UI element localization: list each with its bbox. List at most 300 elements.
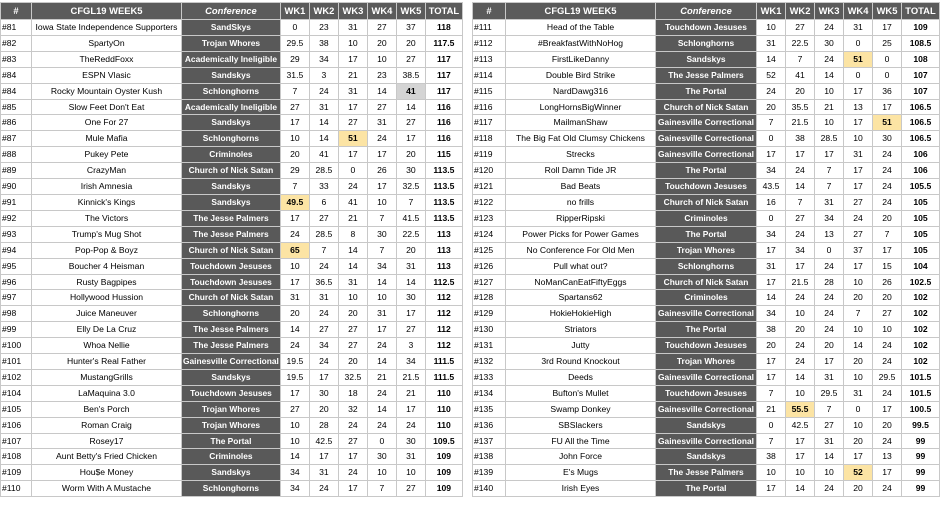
total-cell: 109 [902,20,940,36]
wk5-score-cell: 27 [396,51,425,67]
team-name-cell: Roman Craig [32,417,182,433]
wk4-score-cell: 17 [367,322,396,338]
wk5-score-cell: 20 [873,417,902,433]
wk5-score-cell: 24 [873,194,902,210]
total-cell: 105 [902,210,940,226]
wk5-score-cell: 17 [873,242,902,258]
wk3-score-cell: 17 [338,51,367,67]
wk2-score-cell: 31 [309,290,338,306]
total-cell: 117 [425,51,462,67]
conference-header: Conference [656,3,757,20]
wk3-score-cell: 24 [338,179,367,195]
wk5-score-cell: 38.5 [396,67,425,83]
rank-cell: #112 [473,35,506,51]
wk3-score-cell: 17 [815,147,844,163]
team-name-cell: Irish Amnesia [32,179,182,195]
wk5-score-cell: 37 [396,20,425,36]
conference-cell: Touchdown Jesuses [656,338,757,354]
wk1-score-cell: 0 [280,20,309,36]
rank-cell: #140 [473,481,506,497]
wk1-header: WK1 [757,3,786,20]
table-row [473,290,940,306]
wk4-score-cell: 10 [844,274,873,290]
table-row [473,35,940,51]
total-cell: 110 [425,417,462,433]
wk1-score-cell: 14 [757,51,786,67]
conference-cell: Touchdown Jesuses [182,258,281,274]
rank-cell: #125 [473,242,506,258]
wk3-score-cell: 21 [338,67,367,83]
team-name-cell: Striators [506,322,656,338]
wk2-score-cell: 27 [786,20,815,36]
wk5-score-cell: 0 [873,51,902,67]
wk3-header: WK3 [338,3,367,20]
wk1-score-cell: 10 [280,258,309,274]
wk5-score-cell: 27 [396,322,425,338]
conference-cell: Criminoles [656,290,757,306]
team-name-cell: Swamp Donkey [506,401,656,417]
conference-cell: Trojan Whores [182,35,281,51]
total-cell: 100.5 [902,401,940,417]
wk5-score-cell: 20 [396,35,425,51]
wk2-score-cell: 34 [309,338,338,354]
conference-cell: Church of Nick Satan [182,163,281,179]
conference-cell: Gainesville Correctional [656,401,757,417]
wk4-score-cell: 27 [367,20,396,36]
table-row [473,322,940,338]
rank-cell: #105 [1,401,32,417]
wk5-score-cell: 7 [396,194,425,210]
wk1-score-cell: 7 [757,385,786,401]
total-cell: 111.5 [425,369,462,385]
wk1-score-cell: 10 [757,465,786,481]
rank-cell: #118 [473,131,506,147]
wk5-score-cell: 27 [396,115,425,131]
total-cell: 113.5 [425,194,462,210]
wk1-score-cell: 17 [280,210,309,226]
total-cell: 117.5 [425,35,462,51]
team-name-cell: TheReddFoxx [32,51,182,67]
wk4-score-cell: 17 [844,83,873,99]
total-cell: 112 [425,290,462,306]
total-cell: 113.5 [425,179,462,195]
wk3-score-cell: 17 [338,99,367,115]
wk1-score-cell: 10 [280,433,309,449]
wk2-score-cell: 24 [786,338,815,354]
wk5-score-cell: 13 [873,449,902,465]
wk2-score-cell: 41 [786,67,815,83]
table-row [1,306,463,322]
team-header: CFGL19 WEEK5 [506,3,656,20]
wk1-score-cell: 10 [757,20,786,36]
team-name-cell: LaMaquina 3.0 [32,385,182,401]
wk4-score-cell: 10 [844,322,873,338]
wk3-score-cell: 7 [815,401,844,417]
conference-cell: Sandskys [656,417,757,433]
wk5-score-cell: 17 [396,306,425,322]
team-name-cell: Juice Maneuver [32,306,182,322]
wk3-score-cell: 27 [338,115,367,131]
table-row [473,226,940,242]
rank-cell: #84 [1,67,32,83]
wk3-score-cell: 17 [338,449,367,465]
wk1-score-cell: 29 [280,51,309,67]
rank-cell: #114 [473,67,506,83]
table-row [473,147,940,163]
wk3-score-cell: 10 [815,465,844,481]
table-row [473,163,940,179]
team-name-cell: E's Mugs [506,465,656,481]
total-cell: 112.5 [425,274,462,290]
conference-cell: Gainesville Correctional [656,369,757,385]
wk2-score-cell: 6 [309,194,338,210]
wk4-score-cell: 10 [367,51,396,67]
wk5-score-cell: 20 [873,210,902,226]
team-name-cell: #BreakfastWithNoHog [506,35,656,51]
wk1-score-cell: 31.5 [280,67,309,83]
wk2-score-cell: 38 [786,131,815,147]
wk4-score-cell: 24 [844,210,873,226]
wk2-score-cell: 17 [786,433,815,449]
wk4-score-cell: 37 [844,242,873,258]
wk5-score-cell: 41.5 [396,210,425,226]
rank-cell: #121 [473,179,506,195]
wk3-score-cell: 32.5 [338,369,367,385]
rank-cell: #117 [473,115,506,131]
wk5-header: WK5 [873,3,902,20]
wk5-score-cell: 24 [873,163,902,179]
team-name-cell: Mule Mafia [32,131,182,147]
total-cell: 113 [425,258,462,274]
rank-cell: #110 [1,481,32,497]
team-name-cell: HokieHokieHigh [506,306,656,322]
conference-cell: Church of Nick Satan [656,274,757,290]
conference-cell: The Jesse Palmers [182,210,281,226]
wk2-score-cell: 17 [786,258,815,274]
table-row [473,115,940,131]
wk1-score-cell: 14 [280,449,309,465]
wk5-score-cell: 24 [873,179,902,195]
wk1-score-cell: 65 [280,242,309,258]
rank-cell: #134 [473,385,506,401]
wk3-score-cell: 31 [338,83,367,99]
wk4-score-cell: 23 [367,67,396,83]
wk5-score-cell: 7 [873,226,902,242]
conference-cell: Trojan Whores [182,401,281,417]
wk2-score-cell: 41 [309,147,338,163]
header-row [1,3,463,20]
conference-cell: Sandskys [656,449,757,465]
wk1-score-cell: 7 [757,433,786,449]
wk4-score-cell: 26 [367,163,396,179]
conference-cell: Gainesville Correctional [656,147,757,163]
conference-cell: Schlonghorns [656,258,757,274]
wk3-score-cell: 51 [338,131,367,147]
wk3-score-cell: 34 [815,210,844,226]
table-row [473,481,940,497]
wk5-score-cell: 29.5 [873,369,902,385]
conference-cell: The Jesse Palmers [182,226,281,242]
wk4-score-cell: 31 [367,115,396,131]
table-row [1,481,463,497]
total-cell: 107 [902,83,940,99]
wk4-score-cell: 34 [367,258,396,274]
rank-cell: #100 [1,338,32,354]
wk3-score-cell: 24 [338,465,367,481]
wk1-score-cell: 17 [757,242,786,258]
wk4-score-cell: 52 [844,465,873,481]
wk2-score-cell: 14 [309,115,338,131]
table-row [1,322,463,338]
wk5-score-cell: 24 [873,147,902,163]
wk2-score-cell: 34 [786,242,815,258]
wk1-score-cell: 20 [280,306,309,322]
wk5-score-cell: 17 [873,465,902,481]
table-row [473,465,940,481]
wk3-score-cell: 24 [815,306,844,322]
team-name-cell: Rusty Bagpipes [32,274,182,290]
wk1-score-cell: 38 [757,322,786,338]
wk3-score-cell: 14 [338,242,367,258]
wk1-score-cell: 27 [280,401,309,417]
table-row [473,449,940,465]
wk3-score-cell: 27 [338,433,367,449]
total-cell: 99 [902,449,940,465]
total-cell: 110 [425,401,462,417]
total-cell: 106.5 [902,115,940,131]
total-header: TOTAL [425,3,462,20]
wk4-score-cell: 17 [844,163,873,179]
table-row [1,449,463,465]
team-name-cell: One For 27 [32,115,182,131]
wk1-score-cell: 7 [280,179,309,195]
team-name-cell: Pull what out? [506,258,656,274]
table-row [473,242,940,258]
table-row [473,20,940,36]
wk3-score-cell: 8 [338,226,367,242]
wk5-score-cell: 36 [873,83,902,99]
rank-cell: #111 [473,20,506,36]
team-name-cell: Rocky Mountain Oyster Kush [32,83,182,99]
wk3-score-cell: 28 [815,274,844,290]
conference-cell: The Jesse Palmers [656,67,757,83]
team-name-cell: Roll Damn Tide JR [506,163,656,179]
wk5-score-cell: 27 [396,481,425,497]
table-row [1,226,463,242]
wk2-header: WK2 [309,3,338,20]
rank-cell: #120 [473,163,506,179]
total-cell: 113.5 [425,210,462,226]
total-cell: 101.5 [902,385,940,401]
team-name-cell: Hou$e Money [32,465,182,481]
conference-cell: Gainesville Correctional [182,354,281,370]
team-name-cell: no frills [506,194,656,210]
conference-cell: Schlonghorns [656,35,757,51]
table-row [473,51,940,67]
team-name-cell: Aunt Betty's Fried Chicken [32,449,182,465]
wk1-score-cell: 10 [280,131,309,147]
wk4-score-cell: 17 [844,179,873,195]
conference-cell: Schlonghorns [182,83,281,99]
wk4-score-cell: 0 [844,67,873,83]
wk1-score-cell: 17 [280,385,309,401]
wk5-score-cell: 24 [873,433,902,449]
conference-cell: The Portal [656,83,757,99]
team-name-cell: Worm With A Mustache [32,481,182,497]
rank-cell: #83 [1,51,32,67]
wk3-score-cell: 21 [338,210,367,226]
rank-cell: #89 [1,163,32,179]
wk4-score-cell: 14 [844,338,873,354]
team-name-cell: 3rd Round Knockout [506,354,656,370]
wk1-score-cell: 19.5 [280,369,309,385]
rank-cell: #137 [473,433,506,449]
table-row [473,369,940,385]
wk4-score-cell: 17 [844,115,873,131]
wk4-score-cell: 14 [367,83,396,99]
total-cell: 108.5 [902,35,940,51]
wk1-score-cell: 0 [757,210,786,226]
wk3-score-cell: 10 [815,115,844,131]
team-name-cell: FU All the Time [506,433,656,449]
rank-header: # [1,3,32,20]
table-row [473,401,940,417]
team-name-cell: The Victors [32,210,182,226]
wk1-score-cell: 14 [757,290,786,306]
wk1-score-cell: 49.5 [280,194,309,210]
wk1-score-cell: 17 [757,354,786,370]
table-row [1,210,463,226]
total-cell: 106 [902,163,940,179]
wk2-score-cell: 17 [786,449,815,465]
wk3-score-cell: 31 [338,274,367,290]
wk2-score-cell: 27 [786,210,815,226]
wk5-score-cell: 14 [396,99,425,115]
wk3-score-cell: 7 [815,163,844,179]
conference-cell: Sandskys [182,179,281,195]
table-row [1,83,463,99]
conference-cell: The Portal [656,322,757,338]
team-name-cell: NoManCanEatFiftyEggs [506,274,656,290]
wk1-score-cell: 17 [757,369,786,385]
wk1-score-cell: 19.5 [280,354,309,370]
wk1-score-cell: 0 [757,417,786,433]
wk2-score-cell: 34 [309,51,338,67]
wk2-score-cell: 22.5 [786,35,815,51]
total-cell: 112 [425,306,462,322]
conference-cell: Schlonghorns [182,306,281,322]
wk1-score-cell: 7 [757,115,786,131]
conference-cell: Church of Nick Satan [656,194,757,210]
wk3-score-cell: 27 [338,338,367,354]
wk4-score-cell: 27 [844,226,873,242]
wk5-score-cell: 17 [873,99,902,115]
rank-cell: #81 [1,20,32,36]
total-cell: 111.5 [425,354,462,370]
rank-cell: #113 [473,51,506,67]
conference-cell: Criminoles [182,147,281,163]
conference-cell: Trojan Whores [182,417,281,433]
total-cell: 105.5 [902,179,940,195]
wk4-score-cell: 7 [844,306,873,322]
wk2-score-cell: 10 [786,465,815,481]
table-row [1,338,463,354]
rank-cell: #87 [1,131,32,147]
team-name-cell: LongHornsBigWinner [506,99,656,115]
table-row [473,83,940,99]
team-name-cell: Strecks [506,147,656,163]
wk3-score-cell: 20 [338,354,367,370]
wk4-score-cell: 27 [844,194,873,210]
wk1-score-cell: 17 [280,274,309,290]
wk5-score-cell: 26 [873,274,902,290]
table-row [1,35,463,51]
rank-cell: #99 [1,322,32,338]
team-name-cell: Slow Feet Don't Eat [32,99,182,115]
wk2-score-cell: 21.5 [786,115,815,131]
team-name-cell: Elly De La Cruz [32,322,182,338]
table-row [1,51,463,67]
wk5-score-cell: 0 [873,67,902,83]
total-cell: 105 [902,226,940,242]
wk2-score-cell: 30 [309,385,338,401]
wk2-score-cell: 38 [309,35,338,51]
wk1-score-cell: 24 [280,338,309,354]
total-cell: 112 [425,338,462,354]
conference-cell: Touchdown Jesuses [182,385,281,401]
total-cell: 106.5 [902,131,940,147]
total-cell: 113 [425,242,462,258]
total-cell: 116 [425,99,462,115]
rank-cell: #136 [473,417,506,433]
total-cell: 102 [902,322,940,338]
table-row [1,67,463,83]
rank-cell: #122 [473,194,506,210]
team-name-cell: ESPN Vlasic [32,67,182,83]
wk3-score-cell: 7 [815,179,844,195]
wk2-score-cell: 20 [309,401,338,417]
team-name-cell: Ben's Porch [32,401,182,417]
header-row [473,3,940,20]
wk5-score-cell: 30 [873,131,902,147]
team-name-cell: Bad Beats [506,179,656,195]
wk3-score-cell: 31 [815,194,844,210]
rank-header: # [473,3,506,20]
rank-cell: #98 [1,306,32,322]
wk1-score-cell: 34 [757,226,786,242]
wk4-score-cell: 24 [367,417,396,433]
wk1-score-cell: 7 [280,83,309,99]
wk1-score-cell: 38 [757,449,786,465]
team-name-cell: CrazyMan [32,163,182,179]
wk2-score-cell: 20 [786,322,815,338]
wk4-score-cell: 21 [367,369,396,385]
team-name-cell: Trump's Mug Shot [32,226,182,242]
team-header: CFGL19 WEEK5 [32,3,182,20]
table-row [1,131,463,147]
wk2-score-cell: 14 [309,131,338,147]
conference-cell: Touchdown Jesuses [656,385,757,401]
rank-cell: #138 [473,449,506,465]
wk4-score-cell: 0 [844,35,873,51]
wk5-score-cell: 17 [396,401,425,417]
table-row [1,290,463,306]
wk1-score-cell: 0 [757,131,786,147]
rank-cell: #135 [473,401,506,417]
table-row [1,417,463,433]
team-name-cell: Whoa Nellie [32,338,182,354]
rank-cell: #139 [473,465,506,481]
